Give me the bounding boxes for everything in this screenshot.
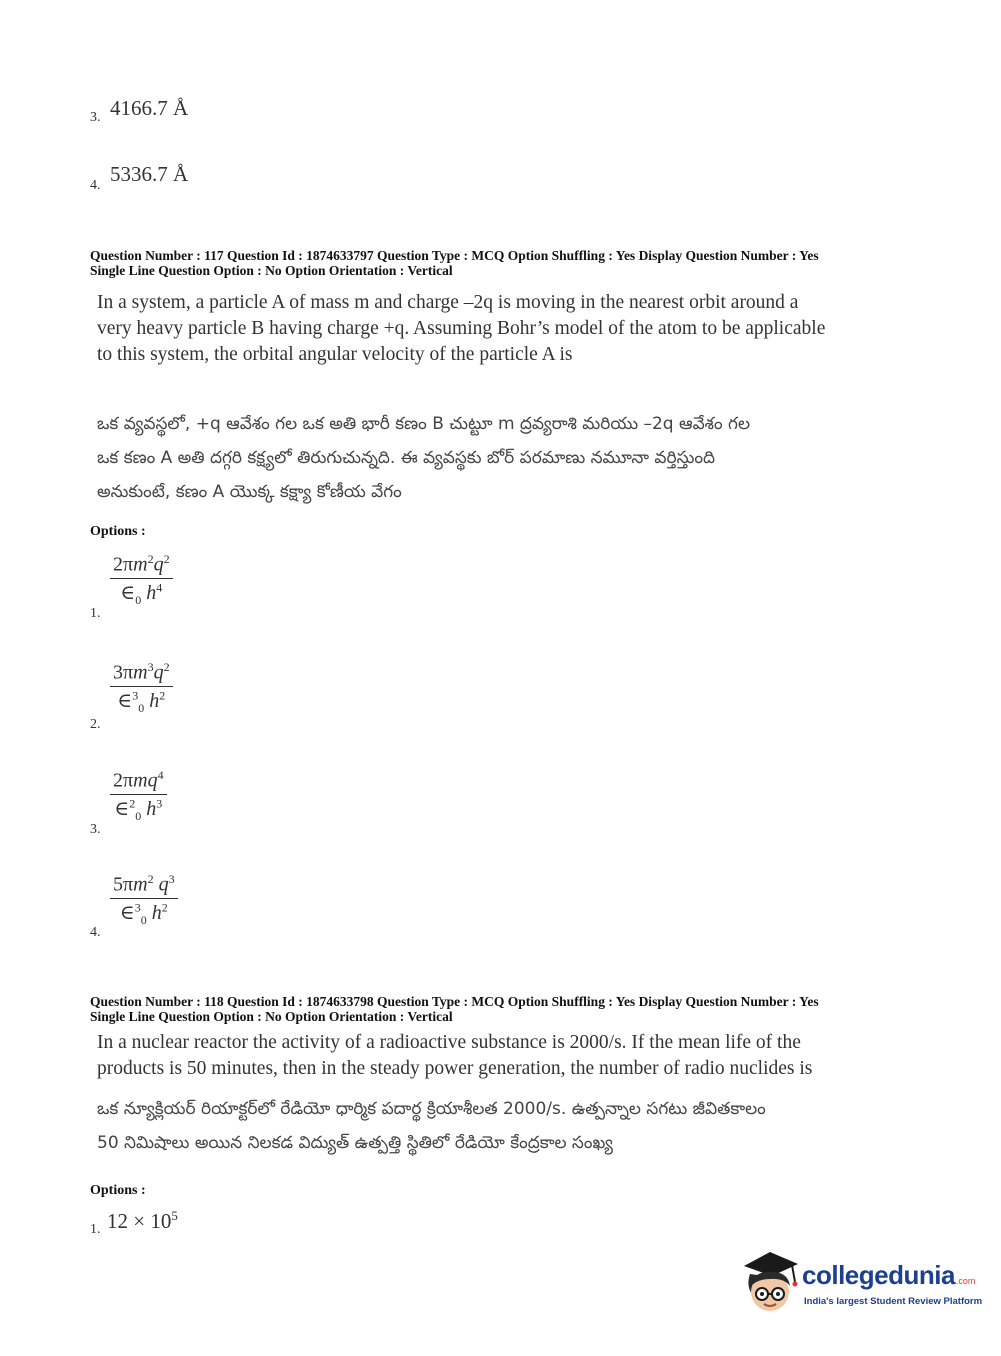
option-number: 2. (90, 717, 101, 732)
fraction-denominator: ∈$^3_0$ $h^2$ (117, 688, 166, 715)
telugu-line: ఒక న్యూక్లియర్ రియాక్టర్‌లో రేడియో ధార్మిక పదార్థ క్రియాశీలత 2000/s. ఉత్పన్నాల సగటు జీవితకాలం (97, 1099, 766, 1119)
option-value: 4166.7 Å (110, 96, 189, 120)
option-formula (110, 660, 173, 716)
option-number: 3. (90, 110, 101, 125)
meta-line-1: Question Number : 118 Question Id : 1874633798 Question Type : MCQ Option Shuffling : Yes Display Question Number : Yes (90, 994, 819, 1009)
english-line: very heavy particle B having charge +q. Assuming Bohr’s model of the atom to be applicable (97, 318, 826, 339)
telugu-line: అనుకుంటే, కణం A యొక్క కక్ష్యా కోణీయ వేగం (97, 482, 402, 502)
option-number: 1. (90, 606, 101, 621)
logo-wordmark (802, 1260, 975, 1291)
option-number: 1. (90, 1222, 101, 1237)
brand-name: collegedunia (802, 1260, 955, 1290)
fraction-denominator: $\in_0$ $h^4$ (120, 580, 163, 607)
option-formula (110, 552, 173, 608)
telugu-line: ఒక కణం A అతి దగ్గరి కక్ష్యలో తిరుగుచున్నది. ఈ వ్యవస్థకు బోర్ పరమాణు నమూనా వర్తిస్తుంది (97, 448, 716, 468)
telugu-line: 50 నిమిషాలు అయిన నిలకడ విద్యుత్ ఉత్పత్తి స్థితిలో రేడియో కేంద్రకాల సంఖ్య (97, 1133, 613, 1153)
option-number: 4. (90, 925, 101, 940)
telugu-line: ఒక వ్యవస్థలో, +q ఆవేశం గల ఒక అతి భారీ కణం B చుట్టూ m ద్రవ్యరాశి మరియు –2q ఆవేశం గల (97, 414, 750, 434)
options-label: Options : (90, 524, 146, 539)
fraction-numerator: $3\pi m^3q^2$ (110, 660, 173, 687)
meta-line-2: Single Line Question Option : No Option Orientation : Vertical (90, 1009, 453, 1024)
options-label: Options : (90, 1183, 146, 1198)
question-meta (90, 994, 970, 1024)
collegedunia-logo[interactable] (740, 1248, 983, 1318)
option-formula (110, 768, 167, 824)
question-text-english (97, 290, 957, 368)
mascot-icon (740, 1248, 802, 1314)
option-number: 3. (90, 822, 101, 837)
question-meta (90, 248, 970, 278)
fraction-denominator: ∈$^3_0$ $h^2$ (119, 900, 168, 927)
fraction-numerator: $5\pi m^2$ $q^3$ (110, 872, 178, 899)
english-line: In a system, a particle A of mass m and charge –2q is moving in the nearest orbit around a (97, 292, 799, 313)
fraction-numerator: $2\pi m^2q^2$ (110, 552, 173, 579)
fraction-denominator: ∈$^2_0$ $h^3$ (114, 796, 163, 823)
option-value: 5336.7 Å (110, 162, 189, 186)
logo-tagline: India's largest Student Review Platform (804, 1296, 983, 1307)
question-text-telugu (97, 1092, 957, 1160)
english-line: products is 50 minutes, then in the steady power generation, the number of radio nuclides is (97, 1058, 813, 1079)
brand-suffix: .com (955, 1276, 976, 1286)
option-formula (110, 872, 178, 928)
fraction-numerator: 2πmq$^4$ (110, 768, 167, 795)
option-number: 4. (90, 178, 101, 193)
meta-line-2: Single Line Question Option : No Option Orientation : Vertical (90, 263, 453, 278)
english-line: to this system, the orbital angular velocity of the particle A is (97, 344, 573, 365)
question-text-english (97, 1030, 957, 1082)
meta-line-1: Question Number : 117 Question Id : 1874633797 Question Type : MCQ Option Shuffling : Yes Display Question Number : Yes (90, 248, 819, 263)
english-line: In a nuclear reactor the activity of a radioactive substance is 2000/s. If the mean life of the (97, 1032, 801, 1053)
question-text-telugu (97, 407, 957, 509)
option-value: $12 \times 10^5$ (107, 1208, 178, 1233)
